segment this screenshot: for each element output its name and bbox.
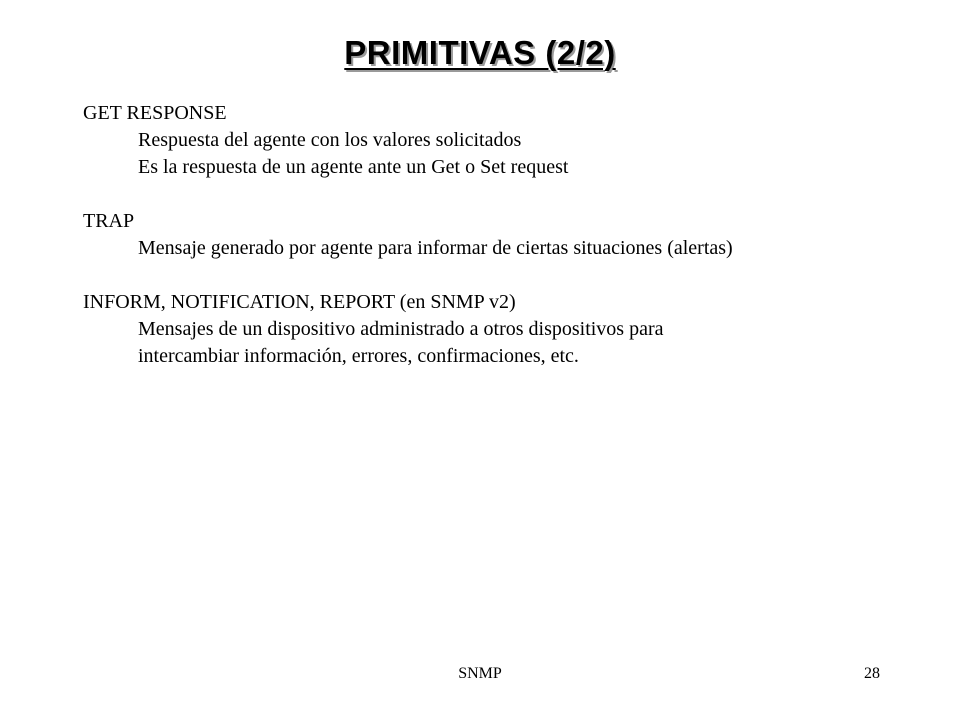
section-heading-get-response: GET RESPONSE: [83, 102, 227, 124]
section-line: Respuesta del agente con los valores solicitados: [138, 129, 522, 151]
slide-body: [83, 100, 883, 370]
section-heading-trap: TRAP: [83, 210, 135, 232]
section-line: intercambiar información, errores, confirmaciones, etc.: [138, 345, 579, 367]
section-line: Mensaje generado por agente para informar de ciertas situaciones (alertas): [138, 237, 733, 259]
spacer: [83, 262, 883, 289]
section-heading-inform: INFORM, NOTIFICATION, REPORT (en SNMP v2): [83, 291, 516, 313]
spacer: [83, 181, 883, 208]
footer-label: SNMP: [458, 665, 502, 682]
section-line: Es la respuesta de un agente ante un Get o Set request: [138, 156, 569, 178]
page-number: 28: [864, 665, 880, 682]
section-line: Mensajes de un dispositivo administrado a otros dispositivos para: [138, 318, 664, 340]
slide-title: PRIMITIVAS (2/2): [344, 34, 616, 71]
